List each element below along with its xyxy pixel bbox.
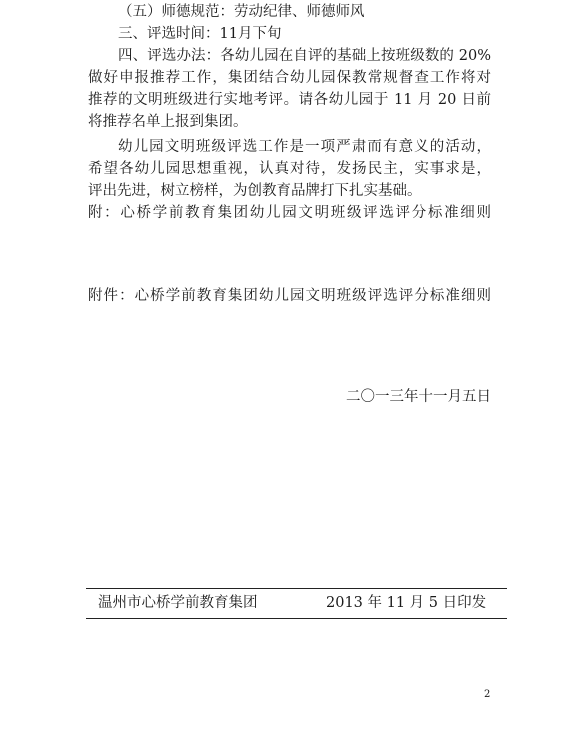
footer-print-date: 2013 年 11 月 5 日印发	[326, 595, 487, 611]
signature-date: 二〇一三年十一月五日	[346, 389, 491, 405]
footer-organization: 温州市心桥学前教育集团	[98, 595, 258, 611]
page-number: 2	[484, 689, 491, 700]
footer-bottom-rule	[86, 618, 507, 619]
closing-line-3: 评出先进，树立榜样，为创教育品牌打下扎实基础。	[88, 183, 422, 199]
section-four-line-3: 推荐的文明班级进行实地考评。请各幼儿园于 11 月 20 日前	[88, 92, 491, 108]
section-four-line-1: 四、评选办法：各幼儿园在自评的基础上按班级数的 20%	[118, 48, 491, 64]
closing-line-2: 希望各幼儿园思想重视，认真对待，发扬民主，实事求是，	[88, 161, 491, 177]
closing-line-1: 幼儿园文明班级评选工作是一项严肃而有意义的活动，	[118, 139, 491, 155]
footer-top-rule	[86, 588, 507, 589]
section-three-line: 三、评选时间：11月下旬	[118, 26, 282, 42]
section-four-line-4: 将推荐名单上报到集团。	[88, 114, 248, 130]
section-four-line-2: 做好申报推荐工作，集团结合幼儿园保教常规督查工作将对	[88, 70, 491, 86]
attachment-line: 附件：心桥学前教育集团幼儿园文明班级评选评分标准细则	[88, 288, 491, 304]
section-five-line: （五）师德规范：劳动纪律、师德师风	[118, 4, 365, 20]
appendix-note: 附：心桥学前教育集团幼儿园文明班级评选评分标准细则	[88, 205, 491, 221]
